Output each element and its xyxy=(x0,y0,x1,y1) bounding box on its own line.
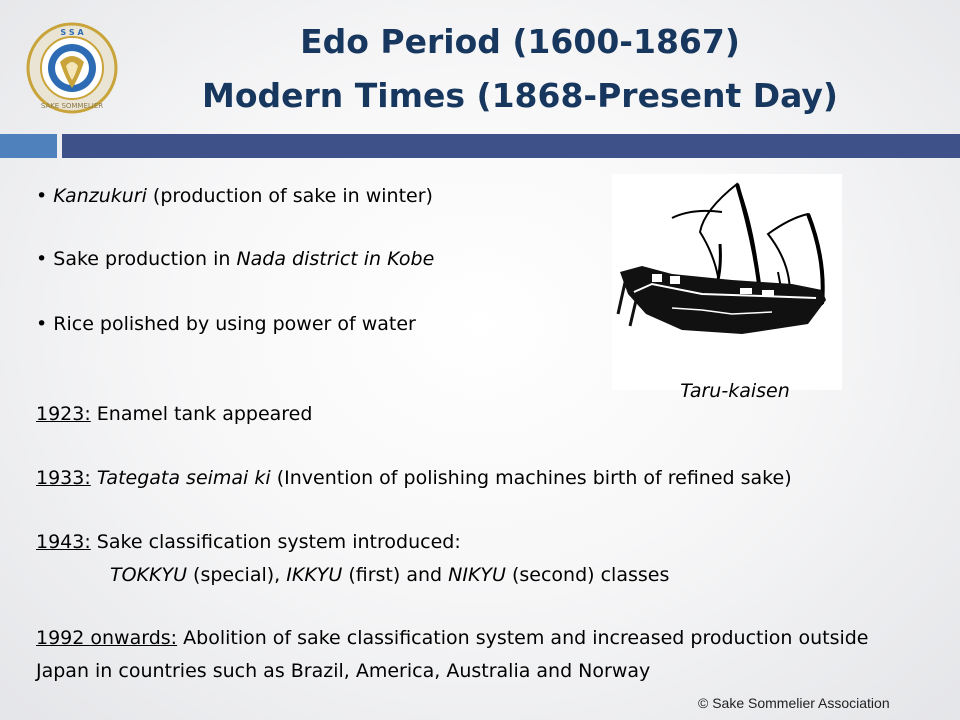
timeline-text: Enamel tank appeared xyxy=(90,403,313,425)
bullet-italic-term: Kanzukuri xyxy=(53,185,147,207)
timeline-entry-1923 xyxy=(36,402,312,426)
ship-caption: Taru-kaisen xyxy=(680,380,790,402)
bullet-rice-polishing xyxy=(36,312,416,336)
header-accent-bar xyxy=(0,134,57,158)
class-nikyu-desc: (second) classes xyxy=(505,564,670,586)
class-tokkyu: TOKKYU xyxy=(110,564,187,586)
ship-image-frame xyxy=(612,174,842,390)
timeline-italic-term: Tategata seimai ki xyxy=(96,467,271,489)
class-ikkyu-desc: (first) and xyxy=(342,564,449,586)
class-nikyu: NIKYU xyxy=(448,564,506,586)
timeline-text: Sake classification system introduced: xyxy=(90,531,461,553)
header-divider-bar xyxy=(62,134,960,158)
title-line-2: Modern Times (1868-Present Day) xyxy=(202,76,838,115)
timeline-year: 1943: xyxy=(36,531,91,553)
bullet-marker: • xyxy=(36,313,48,335)
bullet-marker: • xyxy=(36,185,48,207)
ship-illustration xyxy=(612,174,842,390)
timeline-entry-1992-line2: Japan in countries such as Brazil, America, Australia and Norway xyxy=(36,660,651,682)
timeline-text: (Invention of polishing machines birth of refined sake) xyxy=(270,467,792,489)
title-line-1: Edo Period (1600-1867) xyxy=(300,22,740,61)
timeline-year: 1933: xyxy=(36,467,91,489)
timeline-text: Abolition of sake classification system and increased production outside xyxy=(177,627,869,649)
timeline-year: 1923: xyxy=(36,403,91,425)
class-tokkyu-desc: (special), xyxy=(187,564,287,586)
bullet-italic-term: Nada district in Kobe xyxy=(236,248,435,270)
bullet-nada-district xyxy=(36,247,434,271)
logo-ring-text: SAKE SOMMELIER xyxy=(40,102,104,110)
bullet-text: (production of sake in winter) xyxy=(146,185,433,207)
bullet-text: Sake production in xyxy=(53,248,237,270)
timeline-entry-1943-classes xyxy=(110,563,669,587)
class-ikkyu: IKKYU xyxy=(286,564,343,586)
copyright-footer: © Sake Sommelier Association xyxy=(698,695,890,711)
timeline-year: 1992 onwards: xyxy=(36,627,178,649)
bullet-marker: • xyxy=(36,248,48,270)
timeline-entry-1992 xyxy=(36,626,869,650)
timeline-entry-1943 xyxy=(36,530,461,554)
bullet-kanzukuri xyxy=(36,184,433,208)
bullet-text: Rice polished by using power of water xyxy=(53,313,416,335)
timeline-entry-1933 xyxy=(36,466,792,490)
sake-sommelier-logo xyxy=(26,22,118,114)
logo-top-text: S S A xyxy=(60,28,84,37)
